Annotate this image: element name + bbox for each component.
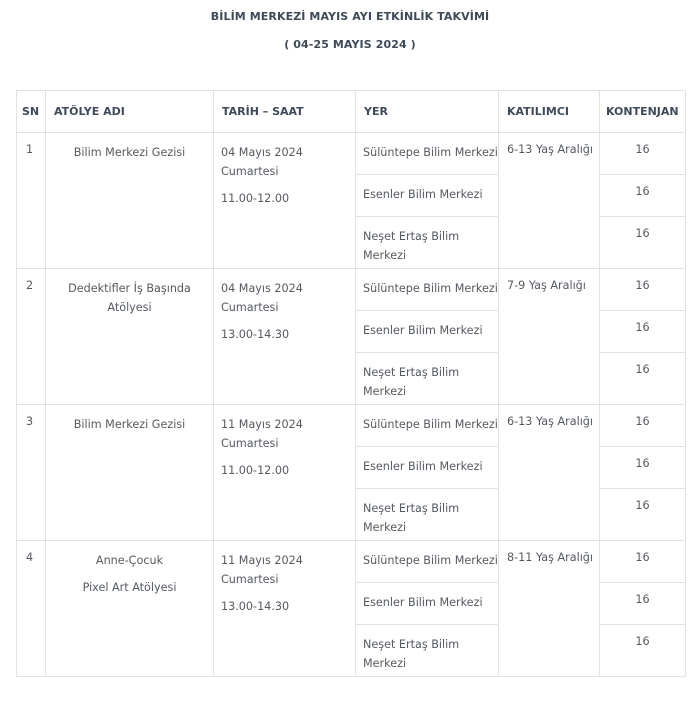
location: Neşet Ertaş Bilim Merkezi [356, 353, 499, 405]
event-time: 11.00-12.00 [221, 464, 290, 477]
workshop-name [46, 269, 214, 405]
participant-age: 7-9 Yaş Aralığı [499, 269, 600, 405]
date-time [214, 405, 356, 541]
location: Esenler Bilim Merkezi [356, 175, 499, 217]
location: Esenler Bilim Merkezi [356, 447, 499, 489]
event-time: 13.00-14.30 [221, 600, 290, 613]
location: Sülüntepe Bilim Merkezi [356, 269, 499, 311]
quota: 16 [600, 489, 686, 541]
workshop-name-line: Bilim Merkezi Gezisi [73, 146, 186, 159]
workshop-name-line: Anne-Çocuk [95, 554, 164, 567]
event-date: 04 Mayıs 2024 [221, 282, 303, 295]
event-date: 11 Mayıs 2024 [221, 554, 303, 567]
event-time: 11.00-12.00 [221, 192, 290, 205]
participant-age: 8-11 Yaş Aralığı [499, 541, 600, 677]
event-day: Cumartesi [221, 165, 279, 178]
workshop-name-line: Atölyesi [107, 301, 152, 314]
quota: 16 [600, 353, 686, 405]
event-number: 2 [17, 269, 46, 405]
event-number: 4 [17, 541, 46, 677]
page-title: BİLİM MERKEZİ MAYIS AYI ETKİNLİK TAKVİMİ [210, 10, 490, 23]
location: Neşet Ertaş Bilim Merkezi [356, 625, 499, 677]
table-row [17, 269, 686, 311]
location: Neşet Ertaş Bilim Merkezi [356, 217, 499, 269]
quota: 16 [600, 217, 686, 269]
quota: 16 [600, 133, 686, 175]
participant-age: 6-13 Yaş Aralığı [499, 133, 600, 269]
quota: 16 [600, 447, 686, 489]
quota: 16 [600, 541, 686, 583]
quota: 16 [600, 269, 686, 311]
quota: 16 [600, 405, 686, 447]
event-number: 3 [17, 405, 46, 541]
location: Sülüntepe Bilim Merkezi [356, 133, 499, 175]
quota: 16 [600, 583, 686, 625]
workshop-name-line: Dedektifler İş Başında [68, 282, 191, 295]
header-katilimci: KATILIMCI [499, 91, 600, 133]
workshop-name [46, 133, 214, 269]
header-kontenjan: KONTENJAN [600, 91, 686, 133]
table-row [17, 405, 686, 447]
location: Sülüntepe Bilim Merkezi [356, 541, 499, 583]
event-day: Cumartesi [221, 437, 279, 450]
event-day: Cumartesi [221, 573, 279, 586]
event-time: 13.00-14.30 [221, 328, 290, 341]
table-row [17, 541, 686, 583]
date-time [214, 133, 356, 269]
location: Esenler Bilim Merkezi [356, 311, 499, 353]
table-row [17, 133, 686, 175]
participant-age: 6-13 Yaş Aralığı [499, 405, 600, 541]
workshop-name [46, 405, 214, 541]
date-time [214, 269, 356, 405]
header-tarih: TARİH – SAAT [214, 91, 356, 133]
page-subtitle: ( 04-25 MAYIS 2024 ) [284, 38, 416, 51]
quota: 16 [600, 175, 686, 217]
date-time [214, 541, 356, 677]
event-schedule-table [16, 90, 686, 677]
workshop-name-line: Pixel Art Atölyesi [82, 581, 177, 594]
location: Esenler Bilim Merkezi [356, 583, 499, 625]
header-atolye: ATÖLYE ADI [46, 91, 214, 133]
location: Neşet Ertaş Bilim Merkezi [356, 489, 499, 541]
event-day: Cumartesi [221, 301, 279, 314]
quota: 16 [600, 311, 686, 353]
workshop-name-line: Bilim Merkezi Gezisi [73, 418, 186, 431]
table-header-row [17, 91, 686, 133]
workshop-name [46, 541, 214, 677]
header-sn: SN [17, 91, 46, 133]
event-date: 11 Mayıs 2024 [221, 418, 303, 431]
header-yer: YER [356, 91, 499, 133]
quota: 16 [600, 625, 686, 677]
event-number: 1 [17, 133, 46, 269]
location: Sülüntepe Bilim Merkezi [356, 405, 499, 447]
event-date: 04 Mayıs 2024 [221, 146, 303, 159]
